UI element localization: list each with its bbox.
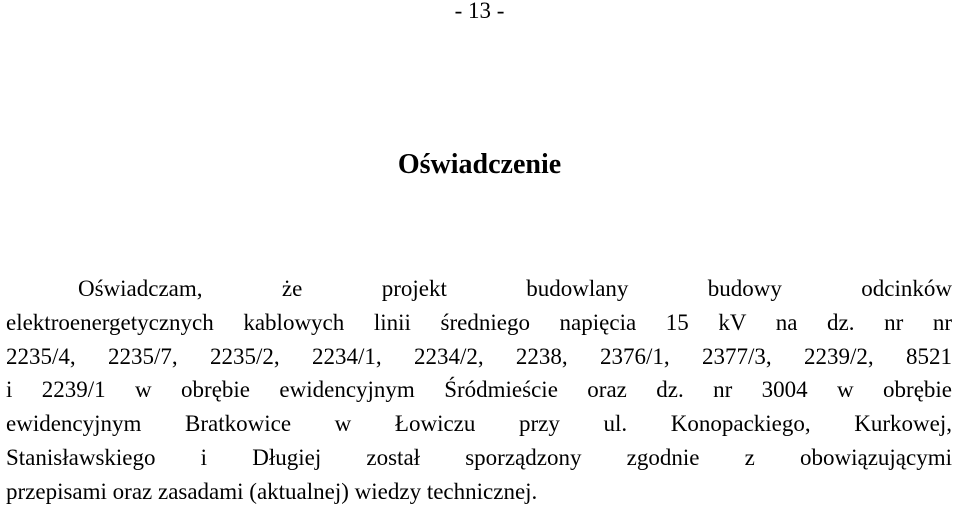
paragraph-line: i 2239/1 w obrębie ewidencyjnym Śródmieście oraz dz. nr 3004 w obrębie [6, 377, 952, 403]
paragraph-line: Oświadczam, że projekt budowlany budowy odcinków [78, 276, 952, 301]
paragraph-line: 2235/4, 2235/7, 2235/2, 2234/1, 2234/2, 2238, 2376/1, 2377/3, 2239/2, 8521 [6, 343, 952, 369]
page-number: - 13 - [454, 0, 505, 23]
document-title: Oświadczenie [397, 149, 562, 180]
statement-paragraph [6, 272, 952, 509]
paragraph-line: Stanisławskiego i Długiej został sporządzony zgodnie z obowiązującymi [6, 444, 952, 470]
paragraph-line: przepisami oraz zasadami (aktualnej) wiedzy technicznej. [6, 478, 538, 504]
paragraph-line: elektroenergetycznych kablowych linii średniego napięcia 15 kV na dz. nr nr [6, 309, 952, 335]
paragraph-line: ewidencyjnym Bratkowice w Łowiczu przy ul. Konopackiego, Kurkowej, [6, 411, 952, 437]
